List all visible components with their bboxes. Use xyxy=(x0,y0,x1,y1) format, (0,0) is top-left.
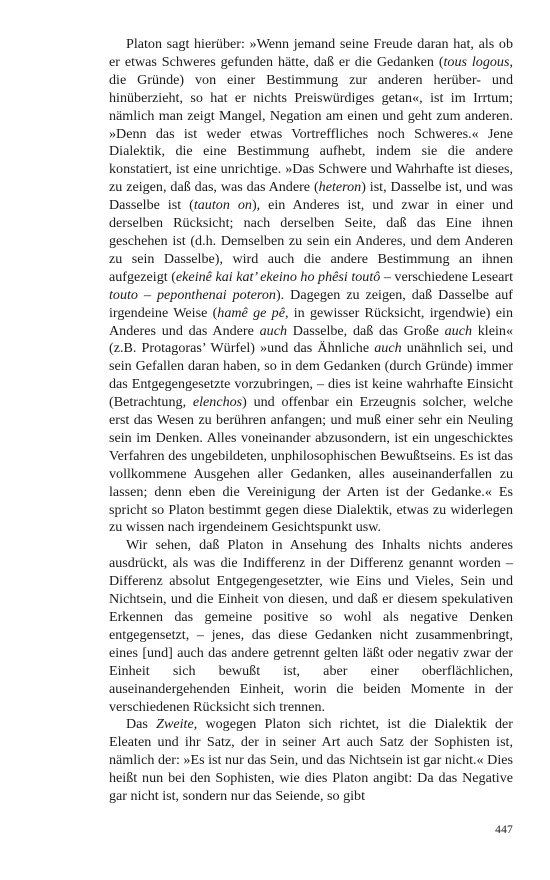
p1-seg-10: ). Dagegen zu zeigen, daß Dasselbe auf irgendeine Weise ( xyxy=(109,286,513,321)
p1-seg-1: tous logous xyxy=(443,53,510,70)
page-body xyxy=(109,36,513,806)
p1-seg-2: , die Gründe) von einer Bestimmung zur anderen herüber- und hinüberzieht, so hat er nichts Preiswürdiges getan«, ist im Irrtum; nämlich man zeigt Mangel, Negation am einen und geht zum anderen. »Denn das ist weder etwas Vortreffliches noch Schweres.« Jene Dialektik, die eine Bestimmung aufhebt, indem sie die andere konstatiert, ist eine unrichtige. »Das Schwere und Wahrhafte ist dieses, zu zeigen, daß das, was das Andere ( xyxy=(109,53,513,196)
p1-seg-19: elenchos xyxy=(192,394,243,411)
paragraph-3 xyxy=(109,716,513,806)
paragraph-1 xyxy=(109,36,513,537)
p1-seg-6: ), ein Anderes ist, und zwar in einer und derselben Rücksicht; nach derselben Seite, daß das Eine ihnen geschehen ist (d.h. Demselben zu sein ein Anderes, und dem Anderen zu sein Dasselbe), wird auch die andere Bestimmung an ihnen aufgezeigt ( xyxy=(109,197,513,285)
p1-seg-5: tauton on xyxy=(193,197,252,214)
p1-seg-14: Dasselbe, daß das Große xyxy=(287,322,445,339)
p1-seg-3: heteron xyxy=(318,179,362,196)
p1-seg-20: ) und offenbar ein Erzeugnis solcher, welche erst das Wesen zu berühren anfangen; und muß einer sehr ein Neuling sein im Denken. Alles voneinander abzusondern, ist ein ungeschicktes Verfahren des ungebildeten, unphilosophischen Bewußtseins. Es ist das vollkommene Ausgehen aller Gedanken, alles auseinanderfallen zu lassen; denn eben die Vereinigung der Arten ist der Gedanke.« Es spricht so Platon bestimmt gegen diese Dialektik, etwas zu widerlegen zu wissen nach irgendeinem Gesichtspunkt usw. xyxy=(109,394,514,536)
p3-seg-2: , wogegen Platon sich richtet, ist die Dialektik der Eleaten und ihr Satz, der in seiner Art auch Satz der Sophisten ist, nämlich der: »Es ist nur das Sein, und das Nichtsein ist gar nicht.« Dies heißt nun bei den Sophisten, wie dies Platon angibt: Da das Negative gar nicht ist, sondern nur das Seiende, so gibt xyxy=(109,716,513,805)
p3-seg-1: Zweite xyxy=(156,716,194,733)
p2-seg-0: Wir sehen, daß Platon in Ansehung des Inhalts nichts anderes ausdrückt, als was die Indifferenz in der Differenz genannt worden – Differenz absolut Entgegengesetzter, wie Eins und Vieles, Sein und Nichtsein, und die Einheit von diesen, und daß er diesem spekulativen Erkennen das gemeine positive so wohl als negative Denken entgegensetzt, – jenes, das diese Gedanken nicht zusammenbringt, eines [und] auch das andere getrennt gelten läßt oder negativ zwar der Einheit sich bewußt ist, aber einer oberflächlichen, auseinandergehenden Einheit, worin die beiden Momente in der verschiedenen Rücksicht sich trennen. xyxy=(109,537,513,715)
p1-seg-9: touto – peponthenai poteron xyxy=(109,286,276,303)
p1-seg-8: – verschiedene Leseart xyxy=(380,268,513,285)
p1-seg-4: ) ist, Dasselbe ist, und was Dasselbe ist ( xyxy=(109,179,513,214)
p1-seg-11: hamê ge pê xyxy=(217,304,285,321)
paragraph-2 xyxy=(109,537,513,716)
p1-seg-13: auch xyxy=(259,322,288,339)
p1-seg-15: auch xyxy=(444,322,472,339)
p1-seg-0: Platon sagt hierüber: »Wenn jemand seine Freude daran hat, als ob er etwas Schweres gefunden hätte, daß er die Gedanken ( xyxy=(109,36,513,70)
p1-seg-17: auch xyxy=(374,340,402,357)
p1-seg-16: klein« (z.B. Protagoras’ Würfel) »und das Ähnliche xyxy=(109,322,513,357)
p1-seg-12: , in gewisser Rücksicht, irgendwie) ein Anderes und das Andere xyxy=(109,304,513,339)
p1-seg-7: ekeinê kai kat’ ekeino ho phêsi toutô xyxy=(175,268,381,285)
page-number: 447 xyxy=(495,824,513,836)
p1-seg-18: unähnlich sei, und sein Gefallen daran haben, so in dem Gedanken (durch Gründe) immer das Entgegengesetzte vorzubringen, – dies ist keine wahrhafte Einsicht (Betrachtung, xyxy=(109,340,513,411)
p3-seg-0: Das xyxy=(126,716,157,733)
